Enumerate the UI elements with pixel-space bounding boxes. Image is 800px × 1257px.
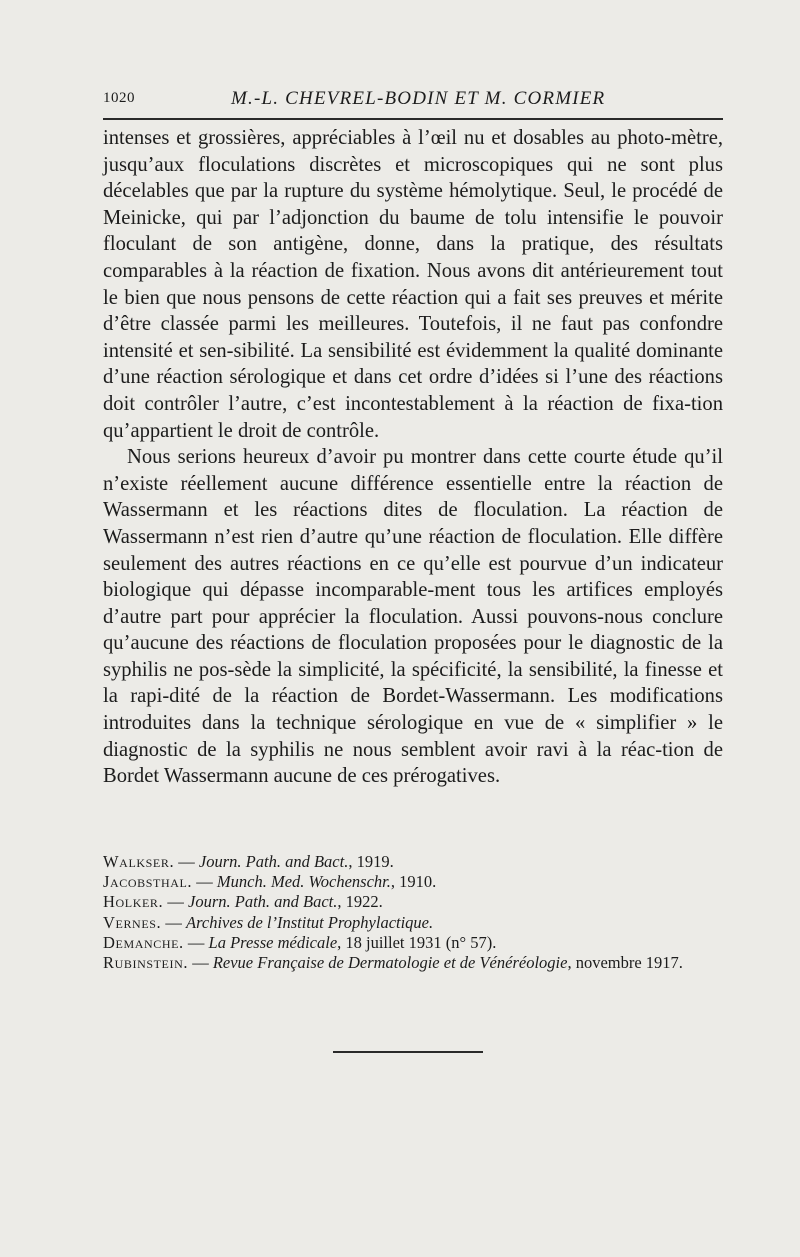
reference-list [103, 852, 725, 973]
reference-author: Rubinstein. [103, 953, 189, 973]
reference-separator: — [188, 953, 213, 973]
reference-author: Jacobsthal. [103, 872, 193, 892]
reference-source: La Presse médicale [208, 932, 338, 952]
reference-author: Vernes. [103, 912, 162, 932]
reference-separator: — [163, 892, 188, 912]
body-text [103, 125, 723, 790]
reference-author: Demanche. [103, 932, 184, 952]
running-title: M.-L. CHEVREL-BODIN ET M. CORMIER [231, 88, 606, 109]
end-rule [333, 1051, 483, 1053]
paragraph-2: Nous serions heureux d’avoir pu montrer dans cette courte étude qu’il n’existe réellement aucune différence essentielle entre la réaction de Wassermann et les réactions dites de floculation. La réaction de Wassermann n’est rien d’autre qu’une réaction de floculation. Elle diffère seulement des autres réactions en ce qu’elle est pourvue d’un indicateur biologique qui dépasse incomparable-ment tous les artifices employés d’autre part pour apprécier la floculation. Aussi pouvons-nous conclure qu’aucune des réactions de floculation proposées pour le diagnostic de la syphilis ne pos-sède la simplicité, la spécificité, la sensibilité, la finesse et la rapi-dité de la réaction de Bordet-Wassermann. Les modifications introduites dans la technique sérologique en vue de « simplifier » le diagnostic de la syphilis ne nous semblent avoir ravi à la réac-tion de Bordet Wassermann aucune de ces prérogatives. [103, 446, 723, 788]
reference-separator: — [161, 912, 186, 932]
running-header [103, 88, 723, 112]
reference-details: , 1922. [337, 892, 383, 912]
reference-separator: — [183, 932, 209, 952]
reference-item [103, 913, 725, 933]
reference-source: Journ. Path. and Bact. [188, 892, 338, 912]
reference-source: Journ. Path. and Bact. [198, 852, 349, 871]
reference-source: Revue Française de Dermatologie et de Vénéréologie [212, 953, 568, 973]
reference-item [103, 892, 725, 912]
reference-item [103, 852, 725, 872]
reference-separator: — [192, 872, 217, 892]
page-number: 1020 [103, 90, 135, 106]
reference-item [103, 953, 725, 973]
reference-author: Holker. [103, 892, 164, 912]
header-rule [103, 118, 723, 120]
reference-details: , 1919. [348, 852, 394, 871]
reference-item [103, 933, 725, 953]
reference-author: Walkser. [103, 852, 175, 871]
reference-item [103, 872, 725, 892]
reference-details: , 18 juillet 1931 (n° 57). [337, 932, 497, 952]
reference-details: , novembre 1917. [567, 953, 683, 973]
reference-source: Archives de l’Institut Prophylactique. [186, 912, 434, 932]
reference-source: Munch. Med. Wochenschr. [216, 872, 391, 892]
reference-separator: — [174, 852, 199, 871]
reference-details: , 1910. [390, 872, 437, 892]
paragraph-1: intenses et grossières, appréciables à l’œil nu et dosables au photo-mètre, jusqu’aux floculations discrètes et microscopiques qui ne sont plus décelables que par la rupture du système hémolytique. Seul, le procédé de Meinicke, qui par l’adjonction du baume de tolu intensifie le pouvoir floculant de son antigène, donne, dans la pratique, des résultats comparables à la réaction de fixation. Nous avons dit antérieurement tout le bien que nous pensons de cette réaction qui a fait ses preuves et mérite d’être classée parmi les meilleures. Toutefois, il ne faut pas confondre intensité et sen-sibilité. La sensibilité est évidemment la qualité dominante d’une réaction sérologique et dans cet ordre d’idées si l’une des réactions doit contrôler l’autre, c’est incontestablement à la réaction de fixa-tion qu’appartient le droit de contrôle. [103, 127, 723, 442]
